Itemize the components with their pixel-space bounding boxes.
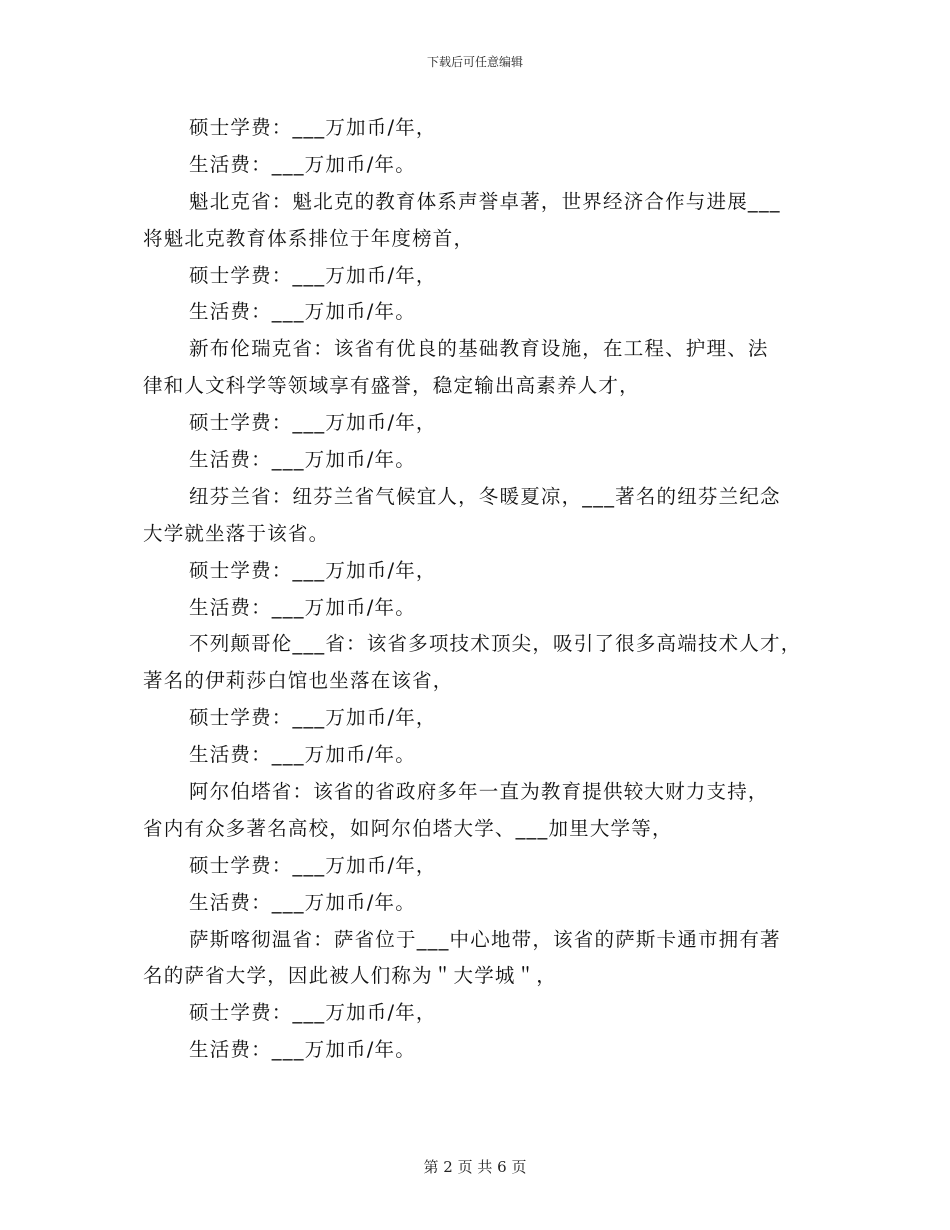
text-line: 将魁北克教育体系排位于年度榜首，	[143, 226, 475, 250]
text-line: 大学就坐落于该省。	[143, 521, 330, 545]
document-body	[143, 110, 823, 1069]
text-line: 萨斯喀彻温省：萨省位于___中心地带，该省的萨斯卡通市拥有著	[189, 927, 781, 951]
text-line: 阿尔伯塔省：该省的省政府多年一直为教育提供较大财力支持，	[189, 780, 769, 804]
text-line: 律和人文科学等领域享有盛誉，稳定输出高素养人才，	[143, 374, 640, 398]
text-line: 生活费：___万加币/年。	[189, 448, 416, 472]
text-line: 生活费：___万加币/年。	[189, 300, 416, 324]
text-line: 新布伦瑞克省：该省有优良的基础教育设施，在工程、护理、法	[189, 337, 769, 361]
text-line: 生活费：___万加币/年。	[189, 152, 416, 176]
text-line: 魁北克省：魁北克的教育体系声誉卓著，世界经济合作与进展___	[189, 189, 781, 213]
text-line: 硕士学费：___万加币/年，	[189, 411, 437, 435]
text-line: 硕士学费：___万加币/年，	[189, 706, 437, 730]
page-footer: 第 2 页 共 6 页	[423, 1158, 527, 1176]
page-header: 下载后可任意编辑	[426, 55, 523, 69]
text-line: 纽芬兰省：纽芬兰省气候宜人，冬暖夏凉，___著名的纽芬兰纪念	[189, 484, 781, 508]
text-line: 省内有众多著名高校，如阿尔伯塔大学、___加里大学等，	[143, 816, 673, 840]
text-line: 不列颠哥伦___省：该省多项技术顶尖，吸引了很多高端技术人才，	[189, 632, 802, 656]
text-line: 硕士学费：___万加币/年，	[189, 853, 437, 877]
text-line: 生活费：___万加币/年。	[189, 595, 416, 619]
text-line: 生活费：___万加币/年。	[189, 890, 416, 914]
text-line: 生活费：___万加币/年。	[189, 743, 416, 767]
text-line: 著名的伊莉莎白馆也坐落在该省，	[143, 669, 454, 693]
text-line: 硕士学费：___万加币/年，	[189, 558, 437, 582]
text-line: 生活费：___万加币/年。	[189, 1038, 416, 1062]
text-line: 硕士学费：___万加币/年，	[189, 263, 437, 287]
text-line: 名的萨省大学，因此被人们称为＂大学城＂，	[143, 964, 558, 988]
text-line: 硕士学费：___万加币/年，	[189, 1001, 437, 1025]
text-line: 硕士学费：___万加币/年，	[189, 116, 437, 139]
